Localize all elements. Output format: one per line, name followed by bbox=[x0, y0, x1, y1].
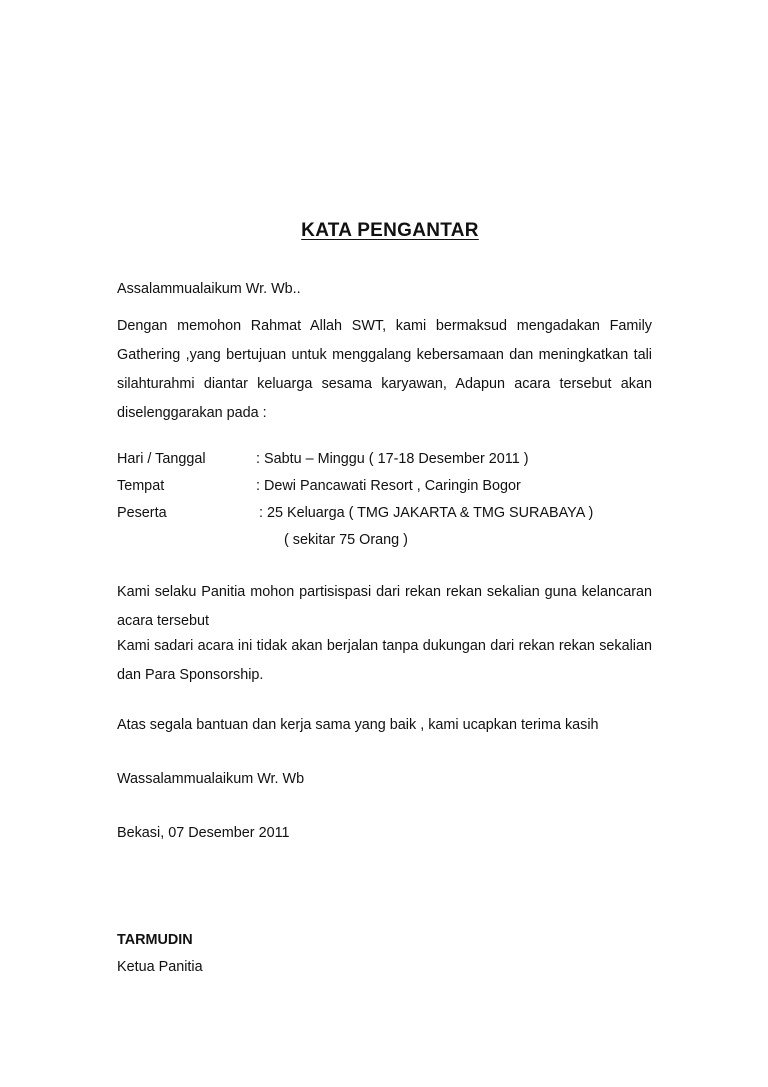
thanks-line: Atas segala bantuan dan kerja sama yang baik , kami ucapkan terima kasih bbox=[117, 717, 599, 733]
signer-name: TARMUDIN bbox=[117, 932, 193, 948]
intro-paragraph: Dengan memohon Rahmat Allah SWT, kami bermaksud mengadakan Family Gathering ,yang bertujuan untuk menggalang kebersamaan dan meningkatkan tali silahturahmi diantar keluarga sesama karyawan, Adapun acara tersebut akan diselenggarakan pada : bbox=[117, 318, 652, 421]
place-label: Tempat bbox=[117, 478, 165, 494]
greeting: Assalammualaikum Wr. Wb.. bbox=[117, 281, 301, 297]
participants-label: Peserta bbox=[117, 505, 167, 521]
page-title: KATA PENGANTAR bbox=[301, 220, 479, 241]
paragraph-support: Kami sadari acara ini tidak akan berjalan tanpa dukungan dari rekan rekan sekalian dan Para Sponsorship. bbox=[117, 638, 652, 683]
participants-value: : 25 Keluarga ( TMG JAKARTA & TMG SURABAYA ) bbox=[259, 505, 594, 521]
closing-greeting: Wassalammualaikum Wr. Wb bbox=[117, 771, 305, 787]
detail-row-date bbox=[117, 449, 657, 469]
paragraph-participation: Kami selaku Panitia mohon partisispasi dari rekan rekan sekalian guna kelancaran acara tersebut bbox=[117, 584, 652, 629]
participants-note: ( sekitar 75 Orang ) bbox=[284, 532, 408, 548]
place-date: Bekasi, 07 Desember 2011 bbox=[117, 825, 290, 841]
detail-row-participants bbox=[117, 503, 657, 523]
detail-row-place bbox=[117, 476, 657, 496]
date-label: Hari / Tanggal bbox=[117, 451, 206, 467]
place-value: : Dewi Pancawati Resort , Caringin Bogor bbox=[256, 478, 521, 494]
signer-title: Ketua Panitia bbox=[117, 959, 203, 975]
date-value: : Sabtu – Minggu ( 17-18 Desember 2011 ) bbox=[256, 451, 529, 467]
